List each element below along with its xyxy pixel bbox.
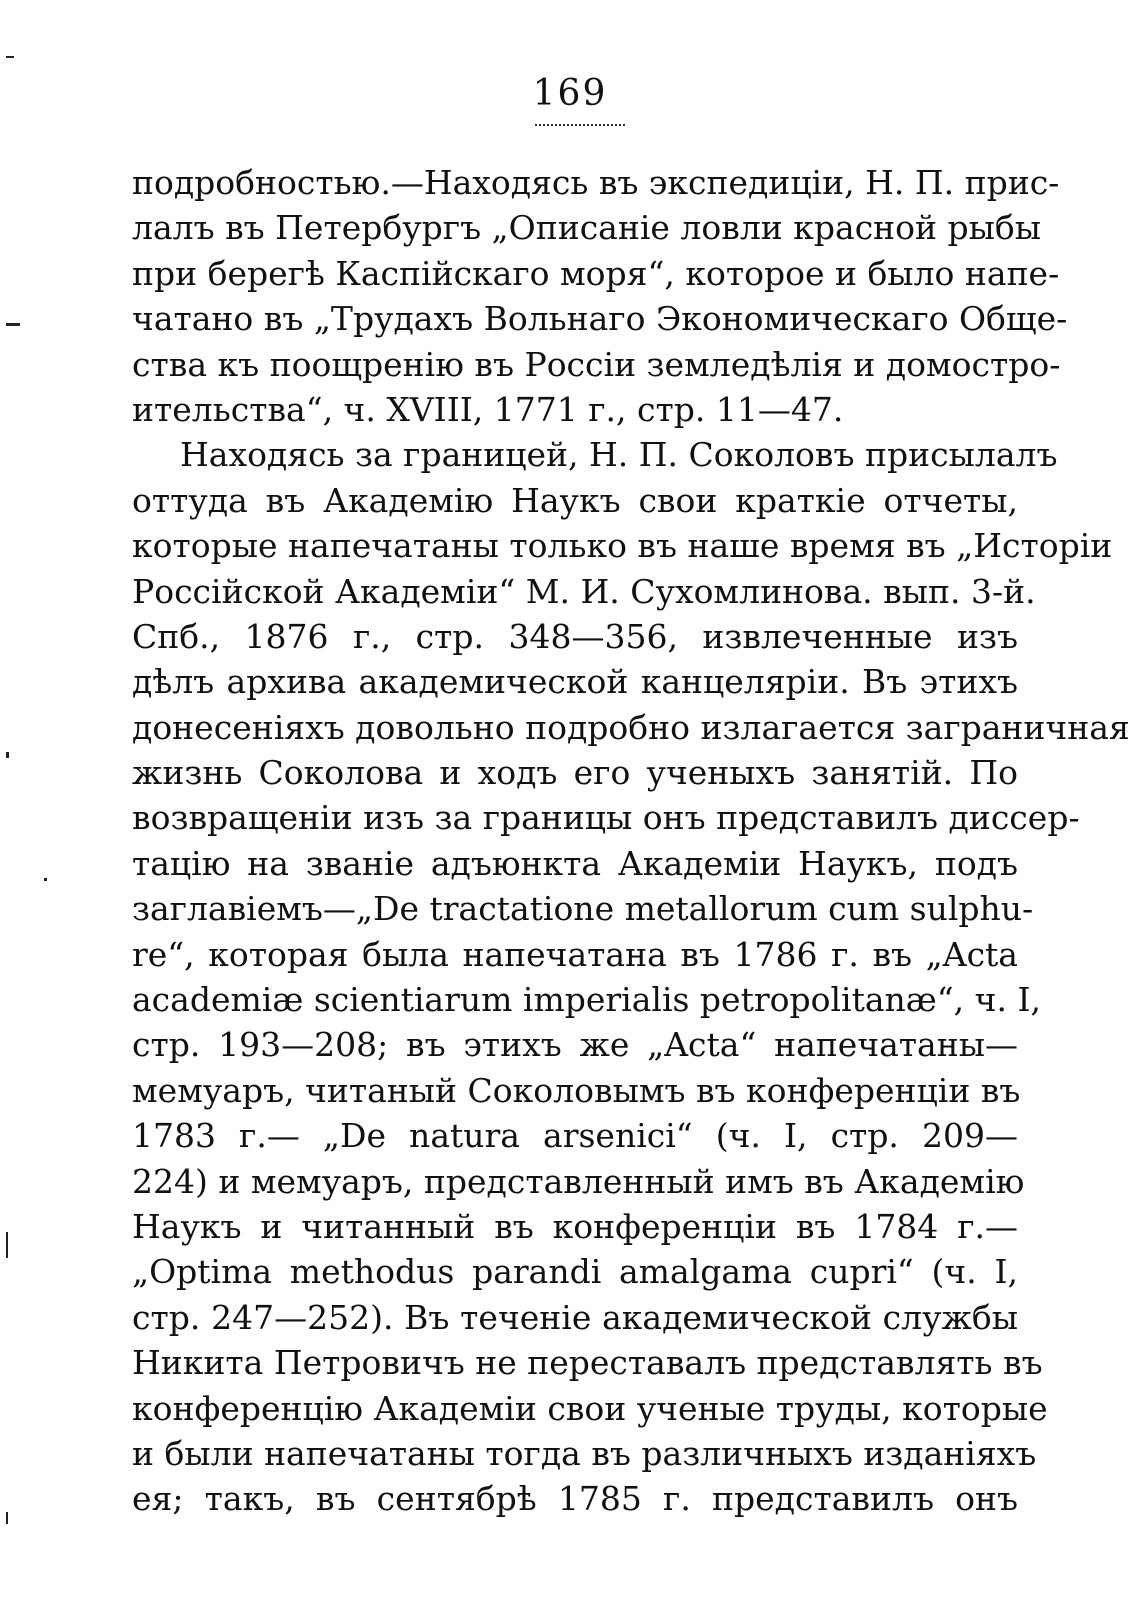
text-line: оттуда въ Академію Наукъ свои краткіе отчеты,: [132, 480, 1018, 520]
text-line: стр. 247—252). Въ теченіе академической службы: [132, 1297, 1018, 1337]
text-line: мемуаръ, читаный Соколовымъ въ конференціи въ: [132, 1070, 1021, 1110]
paragraph-1: [132, 160, 1068, 432]
text-line: Спб., 1876 г., стр. 348—356, извлеченные изъ: [132, 616, 1018, 656]
text-line: тацію на званіе адъюнкта Академіи Наукъ, подъ: [132, 843, 1018, 883]
text-line: жизнь Соколова и ходъ его ученыхъ занятій. По: [132, 753, 1018, 793]
text-line: при берегѣ Каспійскаго моря“, которое и было напе-: [132, 253, 1060, 293]
text-line: „Optima methodus parandi amalgama cupri“ (ч. I,: [132, 1252, 1018, 1292]
text-line: стр. 193—208; въ этихъ же „Acta“ напечатаны—: [132, 1025, 1018, 1065]
scan-mark: [44, 878, 47, 881]
text-line: лалъ въ Петербургъ „Описаніе ловли красной рыбы: [132, 208, 1042, 248]
scan-mark: [6, 56, 14, 58]
text-line: ства къ поощренію въ Россіи земледѣлія и домостро-: [132, 344, 1061, 384]
text-line: дѣлъ архива академической канцеляріи. Въ этихъ: [132, 662, 1018, 702]
scan-mark: [6, 1512, 8, 1524]
text-line: Никита Петровичъ не переставалъ представлять въ: [132, 1343, 1043, 1383]
text-line: ительства“, ч. XVIII, 1771 г., стр. 11—47.: [132, 389, 844, 429]
text-line: ея; такъ, въ сентябрѣ 1785 г. представилъ онъ: [132, 1479, 1018, 1519]
text-line: заглавіемъ—„De tractatione metallorum cum sulphu-: [132, 889, 1034, 929]
text-line: и были напечатаны тогда въ различныхъ изданіяхъ: [132, 1433, 1037, 1473]
text-line: Россійской Академіи“ М. И. Сухомлинова. вып. 3-й.: [132, 571, 1036, 611]
text-line: которые напечатаны только въ наше время въ „Исторіи: [132, 526, 1113, 566]
text-body: [132, 160, 1130, 1522]
text-line: Наукъ и читанный въ конференціи въ 1784 г.—: [132, 1206, 1018, 1246]
text-line: подробностью.—Находясь въ экспедиціи, Н. П. прис-: [132, 163, 1060, 202]
page-number: 169: [532, 73, 608, 114]
scan-mark: [6, 752, 9, 758]
text-line: конференцію Академіи свои ученые труды, которые: [132, 1388, 1048, 1428]
scan-mark: [6, 1232, 8, 1258]
scan-mark: [6, 323, 20, 326]
text-line: чатано въ „Трудахъ Вольнаго Экономическаго Обще-: [132, 299, 1068, 339]
text-line: возвращеніи изъ за границы онъ представилъ диссер-: [132, 798, 1080, 838]
text-line: Находясь за границей, Н. П. Соколовъ присылалъ: [180, 435, 1058, 475]
text-line: донесеніяхъ довольно подробно излагается заграничная: [132, 707, 1130, 747]
paragraph-2: [132, 432, 1130, 1521]
text-line: academiæ scientiarum imperialis petropolitanæ“, ч. I,: [132, 980, 1041, 1020]
text-line: 224) и мемуаръ, представленный имъ въ Академію: [132, 1161, 1025, 1201]
text-line: 1783 г.— „De natura arsenici“ (ч. I, стр. 209—: [132, 1116, 1018, 1156]
text-line: re“, которая была напечатана въ 1786 г. въ „Acta: [132, 934, 1018, 974]
page-number-rule: [535, 124, 625, 126]
